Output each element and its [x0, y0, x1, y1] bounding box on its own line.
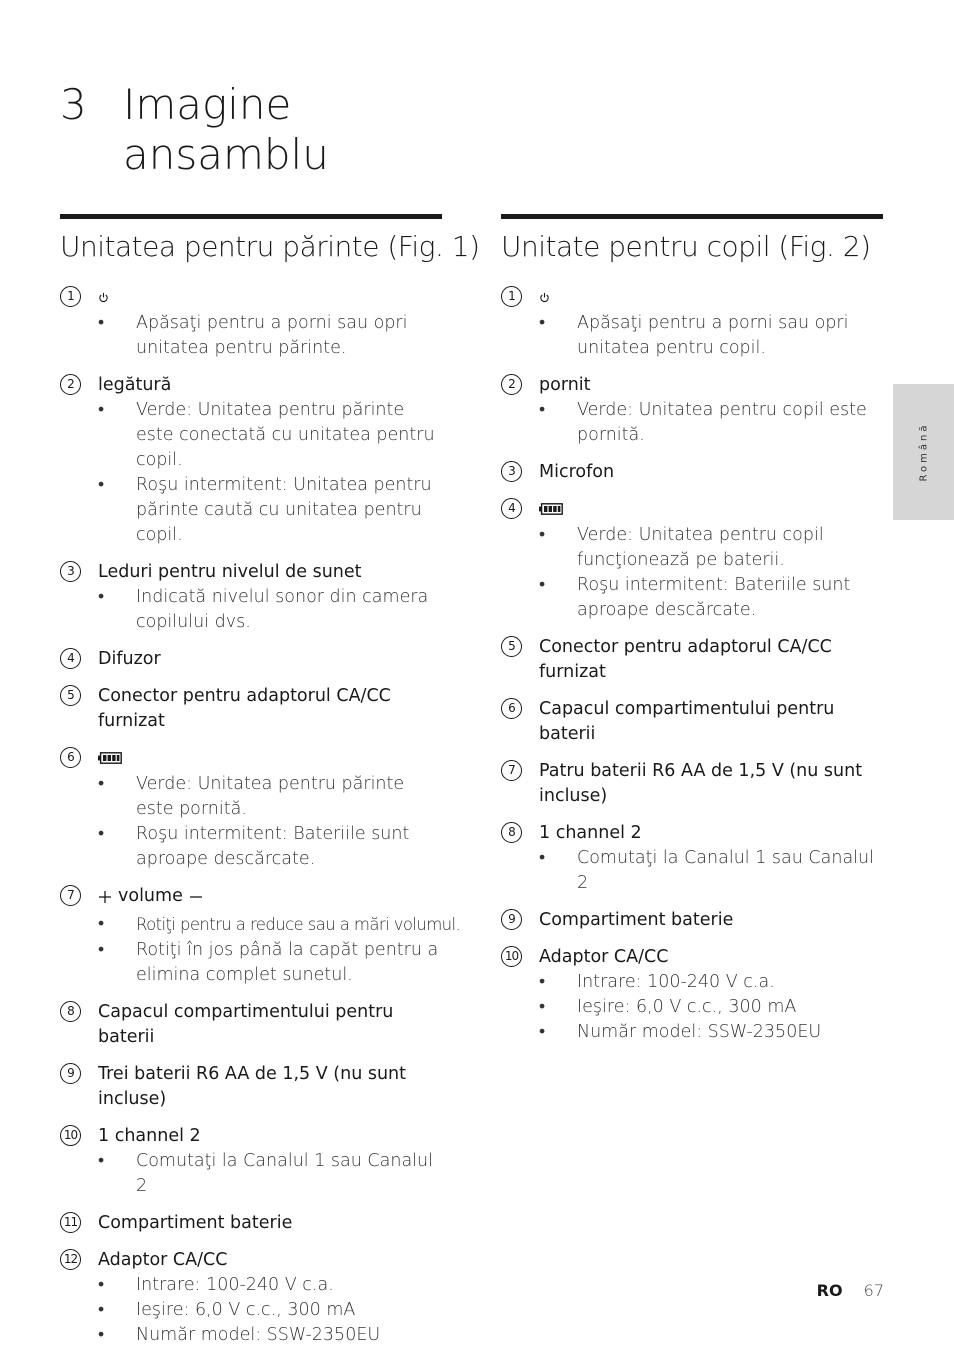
child-unit-list — [501, 285, 883, 1045]
bullet-text: Intrare: 100-240 V c.a. — [136, 1274, 334, 1295]
item-number-marker: 6 — [60, 747, 81, 768]
list-item — [60, 560, 442, 635]
bullet-list — [539, 523, 883, 623]
list-item — [60, 647, 442, 672]
parent-unit-list — [60, 285, 461, 1348]
list-item — [60, 285, 442, 361]
item-label — [98, 285, 442, 311]
list-item — [60, 884, 461, 988]
list-item — [501, 460, 883, 485]
page-footer — [817, 1281, 884, 1300]
bullet-item — [539, 970, 883, 995]
battery-icon — [98, 752, 122, 764]
section-rule — [501, 214, 883, 219]
item-label — [98, 884, 442, 912]
bullet-item — [98, 938, 442, 988]
section-heading: Unitatea pentru părinte (Fig. 1) — [60, 230, 480, 263]
bullet-dot: • — [98, 1274, 105, 1295]
item-number-marker: 10 — [501, 946, 522, 967]
list-item — [501, 497, 883, 623]
item-label: Patru baterii R6 AA de 1,5 V (nu sunt incluse) — [539, 761, 863, 806]
parent-unit-section — [60, 214, 480, 1360]
bullet-text: Intrare: 100-240 V c.a. — [577, 972, 775, 992]
item-label: pornit — [539, 375, 591, 395]
bullet-text: Verde: Unitatea pentru părinte este conectată cu unitatea pentru copil. — [136, 400, 435, 470]
item-number-marker: 4 — [60, 648, 81, 669]
bullet-text: Indicată nivelul sonor din camera copilului dvs. — [136, 587, 429, 632]
bullet-dot: • — [98, 939, 105, 960]
bullet-list — [539, 846, 883, 896]
bullet-text: Roşu intermitent: Bateriile sunt aproape descărcate. — [577, 575, 851, 620]
bullet-text: Apăsaţi pentru a porni sau opri unitatea pentru părinte. — [136, 313, 408, 358]
item-label: 1 channel 2 — [98, 1125, 201, 1146]
list-item — [501, 821, 883, 896]
bullet-text: Ieşire: 6,0 V c.c., 300 mA — [577, 997, 797, 1017]
bullet-item — [539, 523, 883, 573]
bullet-text: Număr model: SSW-2350EU — [577, 1022, 822, 1042]
bullet-item — [98, 912, 461, 938]
bullet-text: Rotiţi pentru a reduce sau a mări volumul. — [136, 914, 461, 934]
bullet-item — [98, 585, 442, 635]
item-number-marker: 9 — [60, 1063, 81, 1084]
bullet-item — [98, 1273, 442, 1298]
item-number-marker: 5 — [60, 685, 81, 706]
bullet-dot: • — [539, 997, 546, 1017]
list-item — [501, 759, 883, 809]
list-item — [60, 1248, 442, 1348]
item-number-marker: 4 — [501, 498, 522, 519]
language-side-tab — [893, 384, 954, 520]
item-label: Compartiment baterie — [98, 1212, 293, 1233]
item-label — [539, 285, 883, 311]
item-number-marker: 1 — [501, 286, 522, 307]
bullet-dot: • — [98, 475, 105, 495]
bullet-item — [539, 398, 883, 448]
bullet-text: Comutaţi la Canalul 1 sau Canalul 2 — [136, 1150, 433, 1196]
bullet-dot: • — [98, 587, 105, 607]
bullet-dot: • — [539, 313, 546, 333]
bullet-text: Număr model: SSW-2350EU — [136, 1324, 381, 1345]
bullet-dot: • — [98, 824, 105, 844]
bullet-list — [98, 398, 442, 548]
item-label: Adaptor CA/CC — [98, 1249, 228, 1270]
battery-icon — [539, 503, 563, 515]
item-number-marker: 3 — [501, 461, 522, 482]
item-number-marker: 9 — [501, 909, 522, 930]
bullet-text: Verde: Unitatea pentru copil funcţionează pe baterii. — [577, 525, 824, 570]
bullet-dot: • — [539, 400, 546, 420]
item-number-marker: 11 — [60, 1212, 81, 1233]
child-unit-section — [501, 214, 883, 1057]
power-icon — [98, 292, 109, 303]
item-label: Trei baterii R6 AA de 1,5 V (nu sunt incluse) — [98, 1063, 407, 1109]
list-item — [60, 1000, 442, 1050]
bullet-item — [98, 1298, 442, 1323]
item-number-marker: 12 — [60, 1249, 81, 1270]
power-icon — [539, 292, 550, 303]
bullet-item — [539, 846, 883, 896]
item-label: Conector pentru adaptorul CA/CC furnizat — [539, 637, 832, 682]
bullet-dot: • — [539, 525, 546, 545]
item-number-marker: 5 — [501, 636, 522, 657]
bullet-text: Ieşire: 6,0 V c.c., 300 mA — [136, 1299, 356, 1320]
item-number-marker: 2 — [501, 374, 522, 395]
list-item — [60, 1062, 442, 1112]
bullet-dot: • — [98, 1324, 105, 1345]
plus-icon — [98, 890, 112, 904]
bullet-list — [98, 912, 461, 988]
bullet-item — [98, 772, 442, 822]
item-number-marker: 7 — [501, 760, 522, 781]
footer-language: RO — [816, 1281, 843, 1300]
list-item — [60, 373, 442, 548]
bullet-text: Roşu intermitent: Bateriile sunt aproape descărcate. — [136, 824, 410, 869]
bullet-list — [539, 311, 883, 361]
item-number-marker: 2 — [60, 374, 81, 395]
bullet-item — [539, 1020, 883, 1045]
item-label: legătură — [98, 375, 172, 395]
bullet-text: Verde: Unitatea pentru părinte este pornită. — [136, 774, 405, 819]
language-tab-label: Română — [918, 422, 929, 482]
list-item — [501, 908, 883, 933]
bullet-dot: • — [539, 848, 546, 868]
bullet-text: Roşu intermitent: Unitatea pentru părinte caută cu unitatea pentru copil. — [136, 475, 432, 545]
chapter-number: 3 — [60, 80, 87, 129]
item-label: Capacul compartimentului pentru baterii — [98, 1001, 394, 1047]
bullet-dot: • — [98, 1299, 105, 1320]
bullet-item — [98, 1323, 442, 1348]
list-item — [60, 684, 442, 734]
item-label: Compartiment baterie — [539, 910, 734, 930]
list-item — [60, 746, 442, 872]
list-item — [60, 1124, 442, 1199]
list-item — [60, 1211, 442, 1236]
bullet-item — [98, 822, 442, 872]
bullet-list — [539, 398, 883, 448]
bullet-dot: • — [539, 575, 546, 595]
item-label: Leduri pentru nivelul de sunet — [98, 562, 362, 582]
bullet-list — [98, 1149, 442, 1199]
bullet-dot: • — [98, 913, 105, 934]
section-rule — [60, 214, 442, 219]
item-label: Microfon — [539, 462, 615, 482]
bullet-text: Verde: Unitatea pentru copil este pornită. — [577, 400, 867, 445]
list-item — [501, 697, 883, 747]
bullet-dot: • — [98, 313, 105, 333]
bullet-dot: • — [98, 1150, 105, 1171]
item-number-marker: 1 — [60, 286, 81, 307]
bullet-item — [98, 398, 442, 473]
item-number-marker: 7 — [60, 885, 81, 906]
item-label: 1 channel 2 — [539, 823, 642, 843]
bullet-list — [98, 772, 442, 872]
page-number: 67 — [863, 1281, 884, 1300]
bullet-dot: • — [539, 972, 546, 992]
list-item — [501, 285, 883, 361]
item-label: Capacul compartimentului pentru baterii — [539, 699, 835, 744]
item-number-marker: 10 — [60, 1125, 81, 1146]
item-label: Conector pentru adaptorul CA/CC furnizat — [98, 686, 391, 731]
bullet-dot: • — [98, 774, 105, 794]
bullet-list — [98, 1273, 442, 1348]
item-label — [98, 746, 442, 772]
item-label: Difuzor — [98, 649, 161, 669]
bullet-item — [539, 311, 883, 361]
bullet-item — [98, 473, 442, 548]
item-number-marker: 3 — [60, 561, 81, 582]
list-item — [501, 945, 883, 1045]
bullet-text: Rotiţi în jos până la capăt pentru a elimina complet sunetul. — [136, 939, 439, 985]
item-number-marker: 8 — [60, 1001, 81, 1022]
chapter-title: Imagine ansamblu — [123, 80, 329, 179]
item-label: Adaptor CA/CC — [539, 947, 669, 967]
bullet-item — [98, 311, 442, 361]
item-number-marker: 8 — [501, 822, 522, 843]
minus-icon — [189, 890, 203, 904]
bullet-text: Apăsaţi pentru a porni sau opri unitatea pentru copil. — [577, 313, 849, 358]
item-number-marker: 6 — [501, 698, 522, 719]
bullet-item — [539, 995, 883, 1020]
bullet-dot: • — [539, 1022, 546, 1042]
item-label — [539, 497, 883, 523]
bullet-dot: • — [98, 400, 105, 420]
bullet-item — [98, 1149, 442, 1199]
bullet-list — [539, 970, 883, 1045]
bullet-item — [539, 573, 883, 623]
bullet-list — [98, 585, 442, 635]
list-item — [501, 373, 883, 448]
bullet-list — [98, 311, 442, 361]
bullet-text: Comutaţi la Canalul 1 sau Canalul 2 — [577, 848, 874, 893]
volume-label: volume — [118, 886, 183, 906]
list-item — [501, 635, 883, 685]
section-heading: Unitate pentru copil (Fig. 2) — [501, 230, 871, 263]
